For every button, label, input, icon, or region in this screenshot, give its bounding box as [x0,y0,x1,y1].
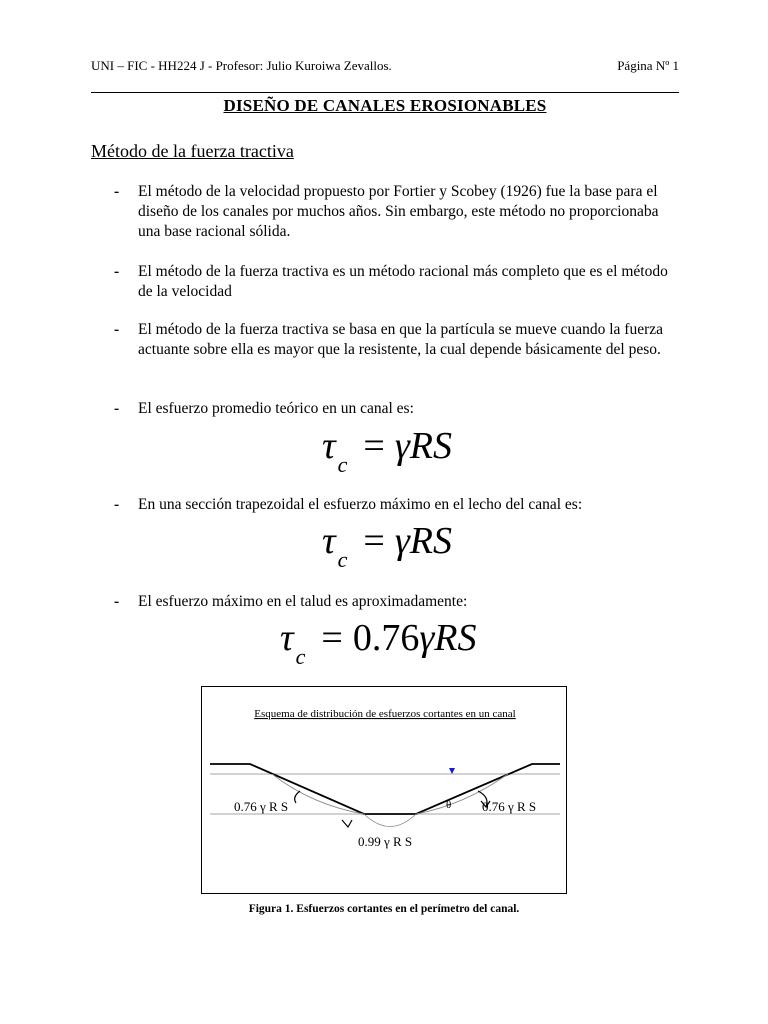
figure-shear-stress-diagram [201,686,567,894]
formula-bed-stress: $\tau_c = \gamma RS$ [322,520,452,572]
figure-title: Esquema de distribución de esfuerzos cortantes en un canal [254,708,516,720]
channel-section-svg [202,687,568,895]
left-bank-arrow-icon [295,791,300,803]
bullet-dash: - [114,263,120,280]
bullet-item [114,592,674,612]
formula-average-stress: $\tau_c = \gamma RS$ [322,425,452,477]
formula-bank-stress: $\tau_c = 0.76\gamma RS$ [280,617,477,669]
page-header [91,58,679,74]
header-course-info: UNI – FIC - HH224 J - Profesor: Julio Kuroiwa Zevallos. [91,58,392,73]
bullet-dash: - [114,496,120,513]
angle-theta-label: θ [446,799,452,811]
bed-arrow-icon [342,820,352,827]
bullet-item [114,399,674,419]
document-title: DISEÑO DE CANALES EROSIONABLES [223,96,547,115]
bullet-item [114,495,674,515]
bullet-text: El método de la fuerza tractiva se basa en que la partícula se mueve cuando la fuerza actuante sobre ella es mayor que la resistente, la cual depende básicamente del peso. [138,321,664,358]
bullet-dash: - [114,321,120,338]
bullet-item [114,182,674,242]
bullet-text: El esfuerzo máximo en el talud es aproximadamente: [138,593,468,610]
header-divider [91,92,679,93]
bullet-dash: - [114,400,120,417]
bed-stress-label: 0.99 γ R S [358,834,413,849]
bullet-text: El esfuerzo promedio teórico en un canal es: [138,400,414,417]
bullet-dash: - [114,593,120,610]
section-heading: Método de la fuerza tractiva [91,141,294,161]
right-bank-stress-label: 0.76 γ R S [482,799,537,814]
header-page-number: Página Nº 1 [617,58,679,73]
bed-stress-curve [364,814,416,827]
water-level-marker-icon [449,768,455,774]
figure-caption: Figura 1. Esfuerzos cortantes en el perímetro del canal. [248,903,520,915]
bullet-text: El método de la fuerza tractiva es un método racional más completo que es el método de la velocidad [138,263,668,300]
bullet-dash: - [114,183,120,200]
bullet-item [114,320,674,360]
left-bank-stress-label: 0.76 γ R S [234,799,289,814]
bullet-item [114,262,674,302]
bullet-text: El método de la velocidad propuesto por Fortier y Scobey (1926) fue la base para el diseño de los canales por muchos años. Sin embargo, este método no proporcionaba una base racional sólida. [138,183,659,240]
bullet-text: En una sección trapezoidal el esfuerzo máximo en el lecho del canal es: [138,496,583,513]
